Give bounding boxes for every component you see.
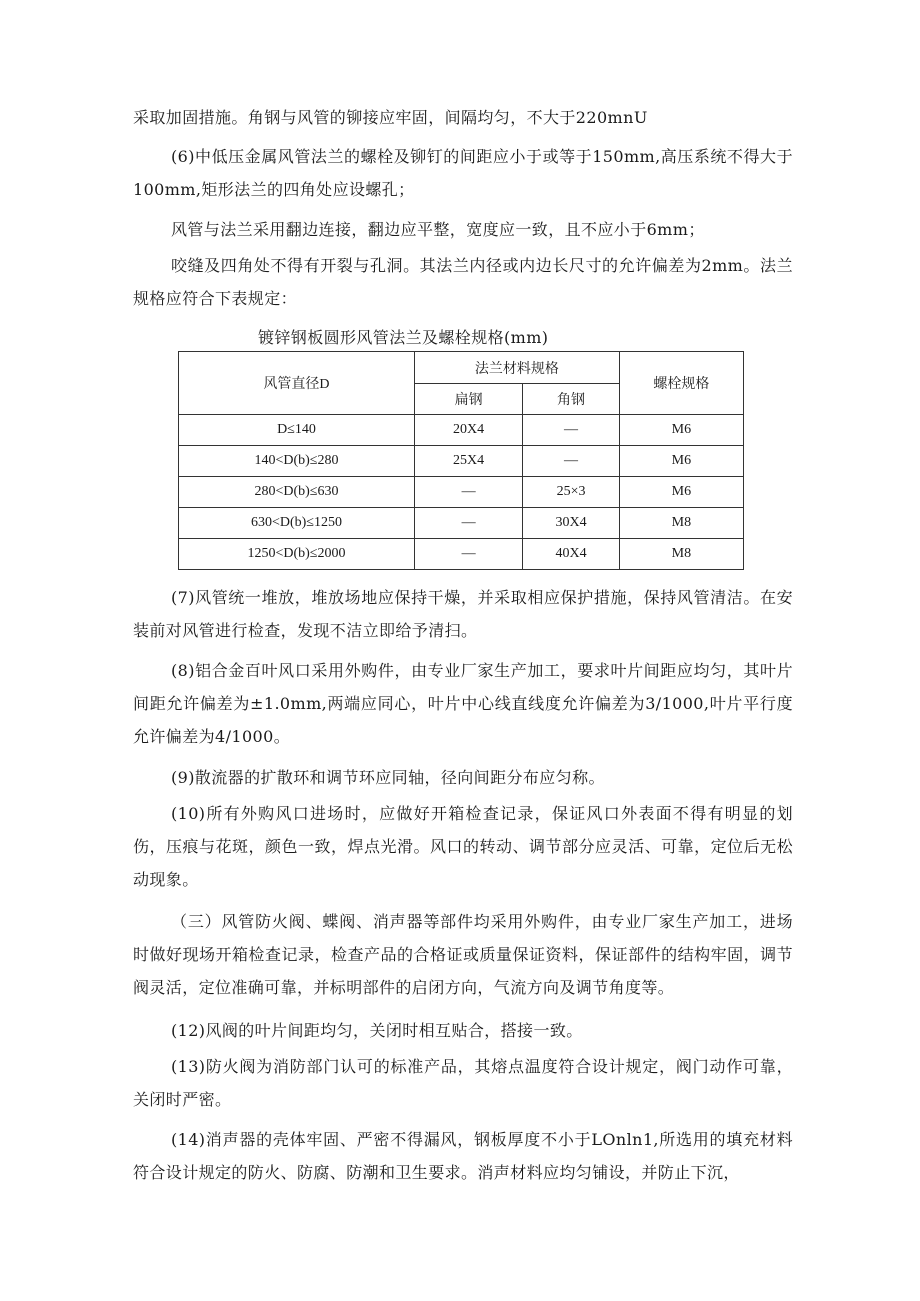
table-row bbox=[179, 477, 744, 508]
header-flange-material: 法兰材料规格 bbox=[414, 352, 619, 384]
cell-bolt: M6 bbox=[619, 446, 743, 477]
paragraph-reinforcement: 采取加固措施。角钢与风管的铆接应牢固，间隔均匀，不大于220mnU bbox=[133, 108, 648, 127]
paragraph-section-three: （三）风管防火阀、蝶阀、消声器等部件均采用外购件，由专业厂家生产加工，进场时做好现场开箱检查记录，检查产品的合格证或质量保证资料，保证部件的结构牢固，调节阀灵活，定位准确可靠，并标明部件的启闭方向，气流方向及调节角度等。 bbox=[133, 912, 793, 997]
cell-flat-steel: — bbox=[414, 539, 522, 570]
cell-angle-steel: — bbox=[523, 446, 619, 477]
cell-flat-steel: 25X4 bbox=[414, 446, 522, 477]
cell-bolt: M6 bbox=[619, 415, 743, 446]
cell-bolt: M8 bbox=[619, 508, 743, 539]
paragraph-item-9: (9)散流器的扩散环和调节环应同轴，径向间距分布应匀称。 bbox=[171, 768, 605, 787]
table-row bbox=[179, 446, 744, 477]
cell-bolt: M6 bbox=[619, 477, 743, 508]
table-row bbox=[179, 415, 744, 446]
paragraph-item-13: (13)防火阀为消防部门认可的标准产品，其熔点温度符合设计规定，阀门动作可靠，关闭时严密。 bbox=[133, 1057, 793, 1109]
paragraph-item-8: (8)铝合金百叶风口采用外购件，由专业厂家生产加工，要求叶片间距应均匀，其叶片间距允许偏差为±1.0mm,两端应同心，叶片中心线直线度允许偏差为3/1000,叶片平行度允许偏差为4/1000。 bbox=[133, 661, 793, 746]
paragraph-item-12: (12)风阀的叶片间距均匀，关闭时相互贴合，搭接一致。 bbox=[171, 1021, 583, 1040]
cell-diameter: 1250<D(b)≤2000 bbox=[179, 539, 415, 570]
header-flat-steel: 扁钢 bbox=[414, 384, 522, 415]
header-bolt: 螺栓规格 bbox=[619, 352, 743, 415]
cell-flat-steel: — bbox=[414, 477, 522, 508]
cell-diameter: 140<D(b)≤280 bbox=[179, 446, 415, 477]
cell-angle-steel: 25×3 bbox=[523, 477, 619, 508]
cell-angle-steel: 30X4 bbox=[523, 508, 619, 539]
header-diameter: 风管直径D bbox=[179, 352, 415, 415]
paragraph-item-14: (14)消声器的壳体牢固、严密不得漏风，钢板厚度不小于LOnln1,所选用的填充材料符合设计规定的防火、防腐、防潮和卫生要求。消声材料应均匀铺设，并防止下沉， bbox=[133, 1130, 793, 1182]
cell-flat-steel: 20X4 bbox=[414, 415, 522, 446]
header-angle-steel: 角钢 bbox=[523, 384, 619, 415]
cell-angle-steel: 40X4 bbox=[523, 539, 619, 570]
paragraph-seam-corners: 咬缝及四角处不得有开裂与孔洞。其法兰内径或内边长尺寸的允许偏差为2mm。法兰规格应符合下表规定： bbox=[133, 256, 793, 308]
flange-spec-table bbox=[178, 351, 744, 570]
paragraph-item-6: (6)中低压金属风管法兰的螺栓及铆钉的间距应小于或等于150mm,高压系统不得大于100mm,矩形法兰的四角处应设螺孔； bbox=[133, 147, 793, 199]
cell-bolt: M8 bbox=[619, 539, 743, 570]
paragraph-item-7: (7)风管统一堆放，堆放场地应保持干燥，并采取相应保护措施，保持风管清洁。在安装前对风管进行检查，发现不洁立即给予清扫。 bbox=[133, 588, 793, 640]
table-caption: 镀锌钢板圆形风管法兰及螺栓规格(mm) bbox=[258, 328, 549, 347]
cell-flat-steel: — bbox=[414, 508, 522, 539]
table-row bbox=[179, 539, 744, 570]
paragraph-flange-flanging: 风管与法兰采用翻边连接，翻边应平整，宽度应一致，且不应小于6mm； bbox=[171, 220, 705, 239]
cell-diameter: 280<D(b)≤630 bbox=[179, 477, 415, 508]
cell-angle-steel: — bbox=[523, 415, 619, 446]
cell-diameter: 630<D(b)≤1250 bbox=[179, 508, 415, 539]
paragraph-item-10: (10)所有外购风口进场时，应做好开箱检查记录，保证风口外表面不得有明显的划伤，压痕与花斑，颜色一致，焊点光滑。风口的转动、调节部分应灵活、可靠，定位后无松动现象。 bbox=[133, 804, 793, 889]
table-row bbox=[179, 508, 744, 539]
cell-diameter: D≤140 bbox=[179, 415, 415, 446]
